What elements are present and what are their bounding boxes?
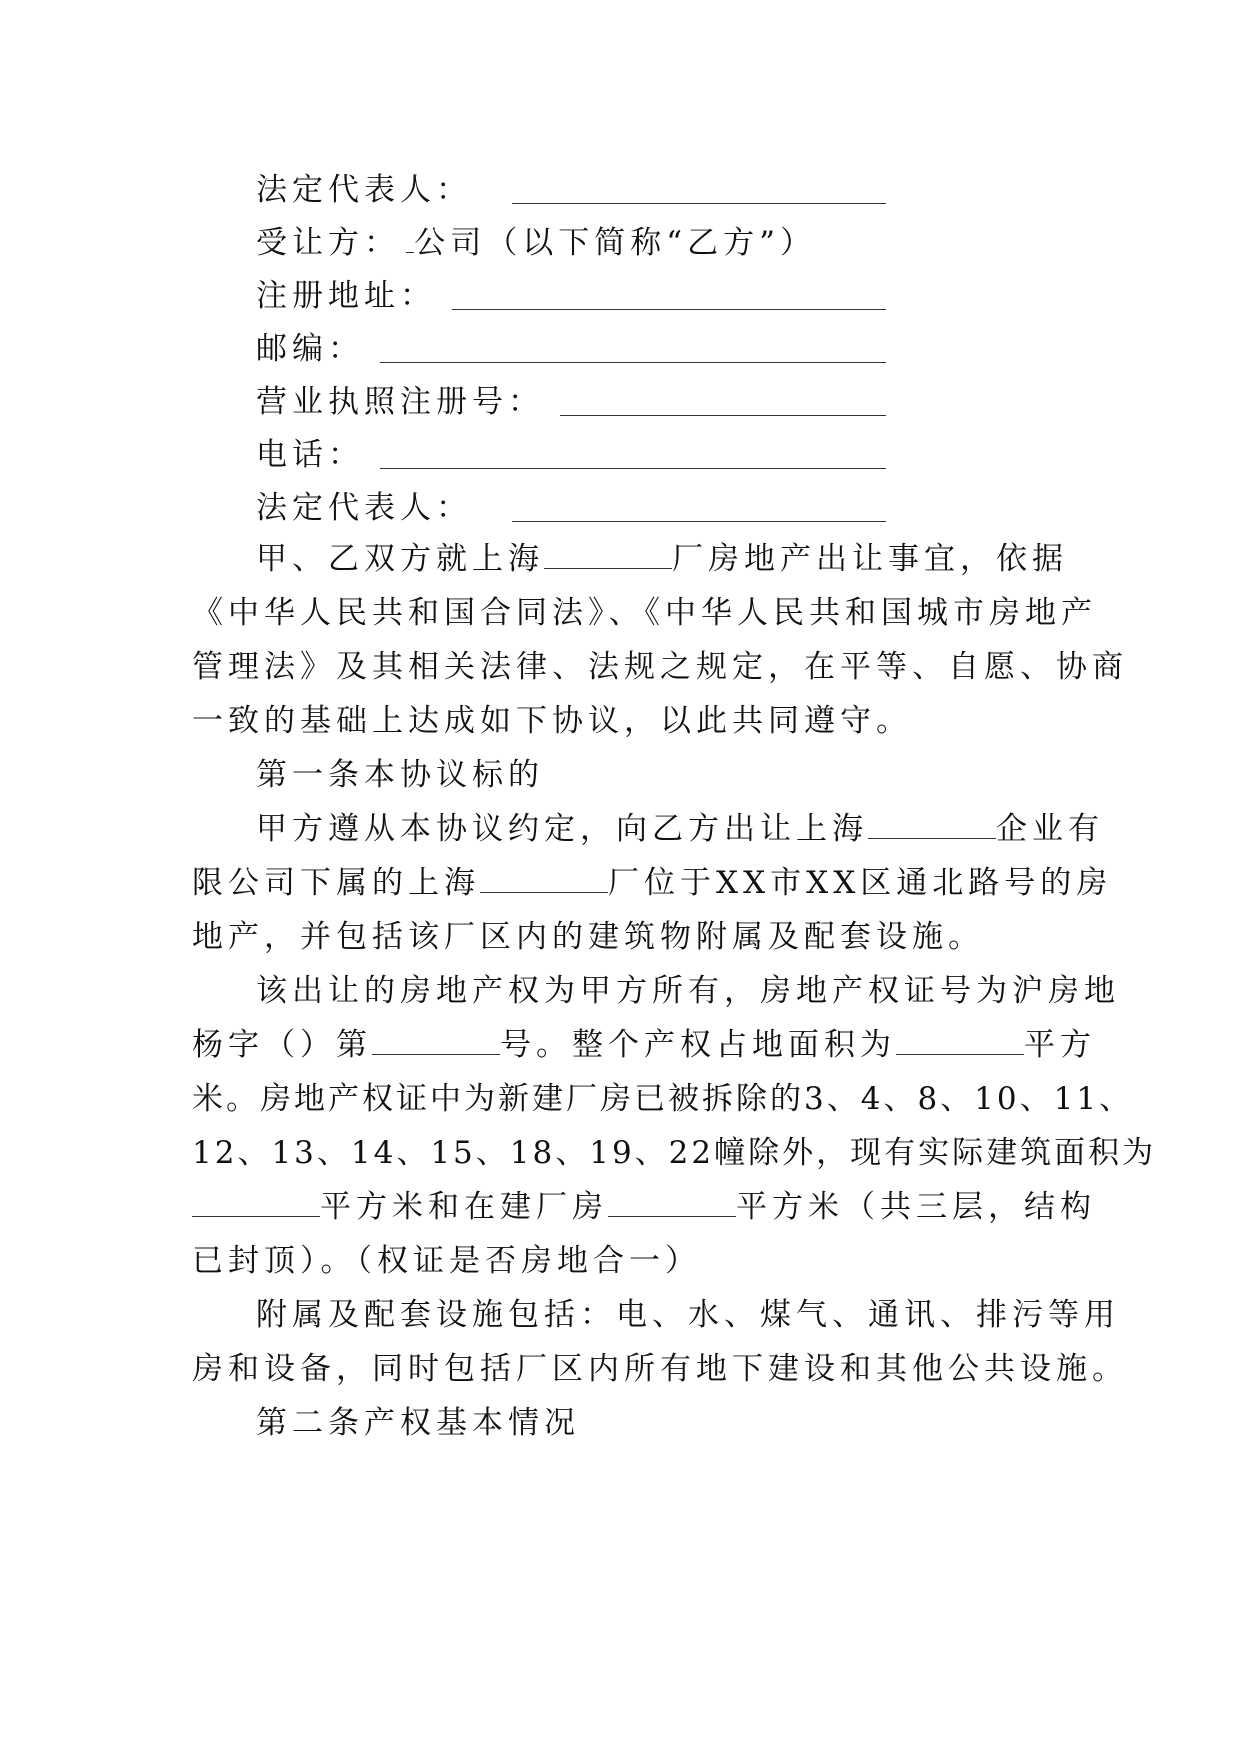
blank-line (452, 287, 886, 310)
field-transferee (256, 210, 816, 268)
field-legal-rep-1 (256, 157, 886, 215)
field-business-license (256, 369, 886, 427)
field-suffix: 公司（以下简称“乙方”） (414, 224, 816, 261)
field-label: 营业执照注册号： (256, 383, 544, 420)
blank-line (868, 812, 996, 839)
article-1-p2-line-2 (192, 1016, 1096, 1074)
text-segment: 号。整个产权占地面积为 (500, 1027, 896, 1063)
article-1-p2-line-5 (192, 1178, 1096, 1236)
article-1-p1-line-1 (256, 800, 1136, 858)
blank-line (406, 226, 414, 253)
blank-line (192, 1190, 320, 1217)
intro-line-3: 管理法》及其相关法律、法规之规定，在平等、自愿、协商 (192, 649, 1128, 685)
field-label: 法定代表人： (256, 171, 472, 208)
article-1-p2-line-3: 米。房地产权证中为新建厂房已被拆除的3、4、8、10、11、 (192, 1081, 1134, 1117)
field-phone (256, 422, 886, 480)
blank-line (380, 446, 886, 469)
field-label: 电话： (256, 436, 364, 473)
blank-line (560, 393, 886, 416)
blank-line (512, 181, 886, 204)
text-segment: 平方 (1024, 1027, 1096, 1063)
article-1-p3-line-1: 附属及配套设施包括：电、水、煤气、通讯、排污等用 (256, 1297, 1120, 1333)
text-segment: 甲、乙双方就上海 (256, 541, 544, 577)
field-label: 注册地址： (256, 277, 436, 314)
field-label: 受让方： (256, 224, 400, 261)
blank-line (896, 1028, 1024, 1055)
blank-line (480, 866, 608, 893)
text-segment: 杨字（）第 (192, 1027, 372, 1063)
intro-line-1 (256, 530, 1136, 588)
text-segment: 企业有 (996, 811, 1104, 847)
article-1-p2-line-1: 该出让的房地产权为甲方所有，房地产权证号为沪房地 (256, 973, 1120, 1009)
blank-line (380, 340, 886, 363)
blank-line (544, 542, 672, 569)
text-segment: 限公司下属的上海 (192, 865, 480, 901)
article-1-p1-line-2 (192, 854, 1113, 912)
intro-line-2: 《中华人民共和国合同法》、《中华人民共和国城市房地产 (192, 595, 1097, 631)
article-1-p2-line-6: 已封顶）。（权证是否房地合一） (192, 1243, 701, 1279)
blank-line (512, 499, 886, 522)
intro-line-4: 一致的基础上达成如下协议，以此共同遵守。 (192, 703, 912, 739)
text-segment: 甲方遵从本协议约定，向乙方出让上海 (256, 811, 868, 847)
article-1-p2-line-4: 12、13、14、15、18、19、22幢除外，现有实际建筑面积为 (192, 1135, 1157, 1171)
field-legal-rep-2 (256, 475, 886, 533)
blank-line (608, 1190, 736, 1217)
field-postcode (256, 316, 886, 374)
article-1-p1-line-3: 地产，并包括该厂区内的建筑物附属及配套设施。 (192, 919, 984, 955)
field-label: 法定代表人： (256, 489, 472, 526)
article-1-p3-line-2: 房和设备，同时包括厂区内所有地下建设和其他公共设施。 (192, 1351, 1128, 1387)
text-segment: 厂房地产出让事宜，依据 (672, 541, 1068, 577)
blank-line (372, 1028, 500, 1055)
text-segment: 厂位于XX市XX区通北路号的房 (608, 865, 1113, 901)
text-segment: 平方米（共三层，结构 (736, 1189, 1096, 1225)
text-segment: 平方米和在建厂房 (320, 1189, 608, 1225)
article-1-heading: 第一条本协议标的 (256, 757, 544, 793)
field-label: 邮编： (256, 330, 364, 367)
field-registered-address (256, 263, 886, 321)
article-2-heading: 第二条产权基本情况 (256, 1405, 580, 1441)
